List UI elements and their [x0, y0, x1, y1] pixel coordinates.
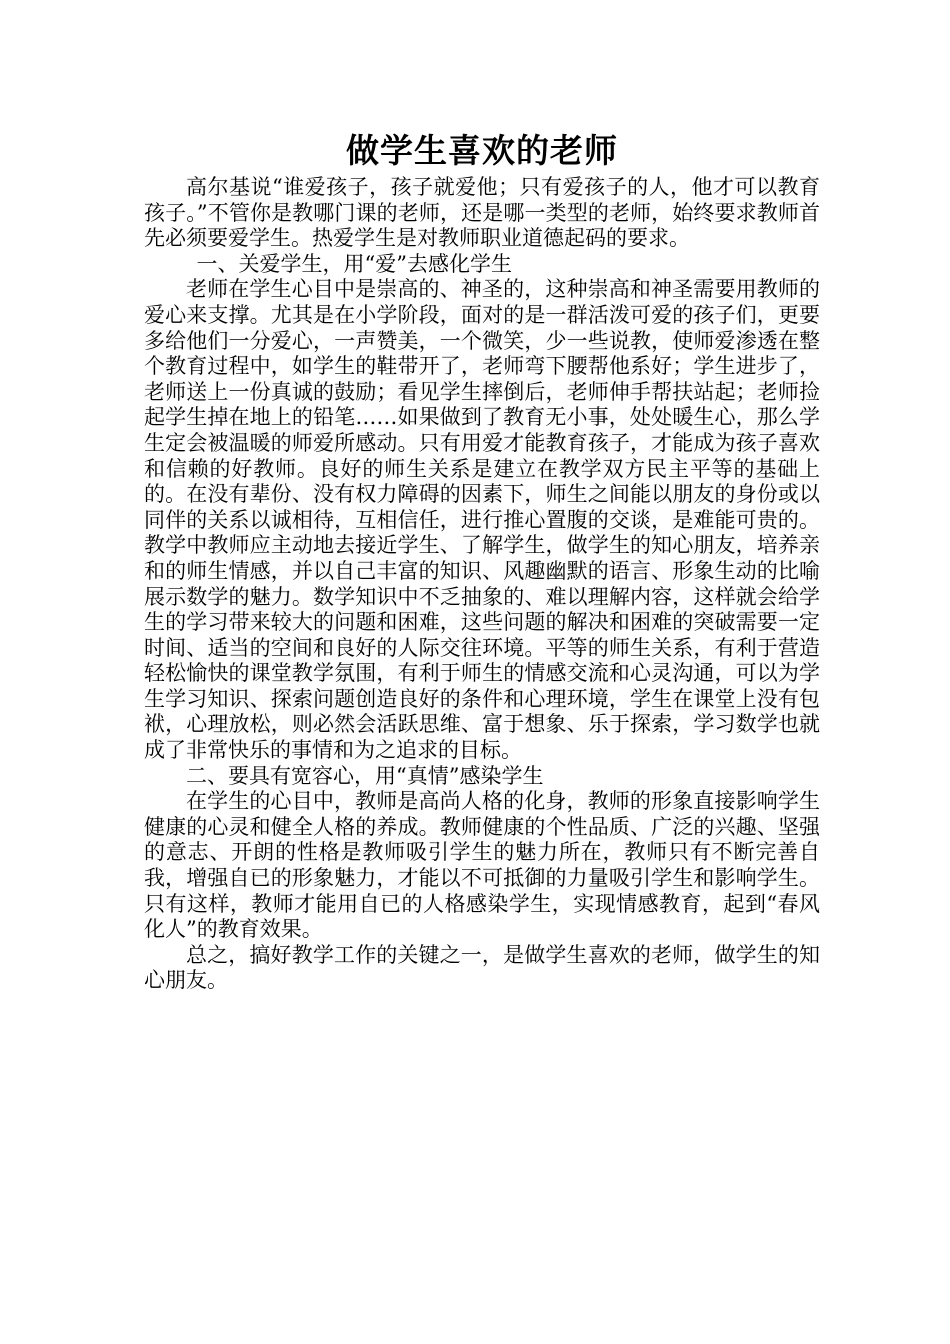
section-1-heading: 一、关爱学生，用“爱”去感化学生 — [196, 251, 512, 276]
document-page — [144, 126, 820, 994]
document-title: 做学生喜欢的老师 — [346, 131, 618, 170]
section-2-heading: 二、要具有宽容心，用“真情”感染学生 — [186, 763, 544, 788]
section-1-paragraph: 老师在学生心目中是崇高的、神圣的，这种崇高和神圣需要用教师的爱心来支撑。尤其是在小学阶段，面对的是一群活泼可爱的孩子们，更要多给他们一分爱心，一声赞美，一个微笑，少一些说教，使师爱渗透在整个教育过程中，如学生的鞋带开了，老师弯下腰帮他系好；学生进步了，老师送上一份真诚的鼓励；看见学生摔倒后，老师伸手帮扶站起；老师捡起学生掉在地上的铅笔……如果做到了教育无小事，处处暖生心，那么学生定会被温暖的师爱所感动。只有用爱才能教育孩子，才能成为孩子喜欢和信赖的好教师。良好的师生关系是建立在教学双方民主平等的基础上的。在没有辈份、没有权力障碍的因素下，师生之间能以朋友的身份或以同伴的关系以诚相待，互相信任，进行推心置腹的交谈，是难能可贵的。教学中教师应主动地去接近学生、了解学生，做学生的知心朋友，培养亲和的师生情感，并以自己丰富的知识、风趣幽默的语言、形象生动的比喻展示数学的魅力。数学知识中不乏抽象的、难以理解内容，这样就会给学生的学习带来较大的问题和困难，这些问题的解决和困难的突破需要一定时间、适当的空间和良好的人际交往环境。平等的师生关系，有利于营造轻松愉快的课堂教学氛围，有利于师生的情感交流和心灵沟通，可以为学生学习知识、探索问题创造良好的条件和心理环境，学生在课堂上没有包袱，心理放松，则必然会活跃思维、富于想象、乐于探索，学习数学也就成了非常快乐的事情和为之追求的目标。 — [144, 277, 820, 763]
section-2-paragraph: 在学生的心目中，教师是高尚人格的化身，教师的形象直接影响学生健康的心灵和健全人格的养成。教师健康的个性品质、广泛的兴趣、坚强的意志、开朗的性格是教师吸引学生的魅力所在，教师只有不断完善自我，增强自已的形象魅力，才能以不可抵御的力量吸引学生和影响学生。只有这样，教师才能用自已的人格感染学生，实现情感教育，起到“春风化人”的教育效果。 — [144, 789, 820, 942]
intro-paragraph: 高尔基说“谁爱孩子，孩子就爱他；只有爱孩子的人，他才可以教育孩子。”不管你是教哪门课的老师，还是哪一类型的老师，始终要求教师首先必须要爱学生。热爱学生是对教师职业道德起码的要求。 — [144, 175, 820, 251]
conclusion-paragraph: 总之，搞好教学工作的关键之一，是做学生喜欢的老师，做学生的知心朋友。 — [144, 942, 820, 993]
